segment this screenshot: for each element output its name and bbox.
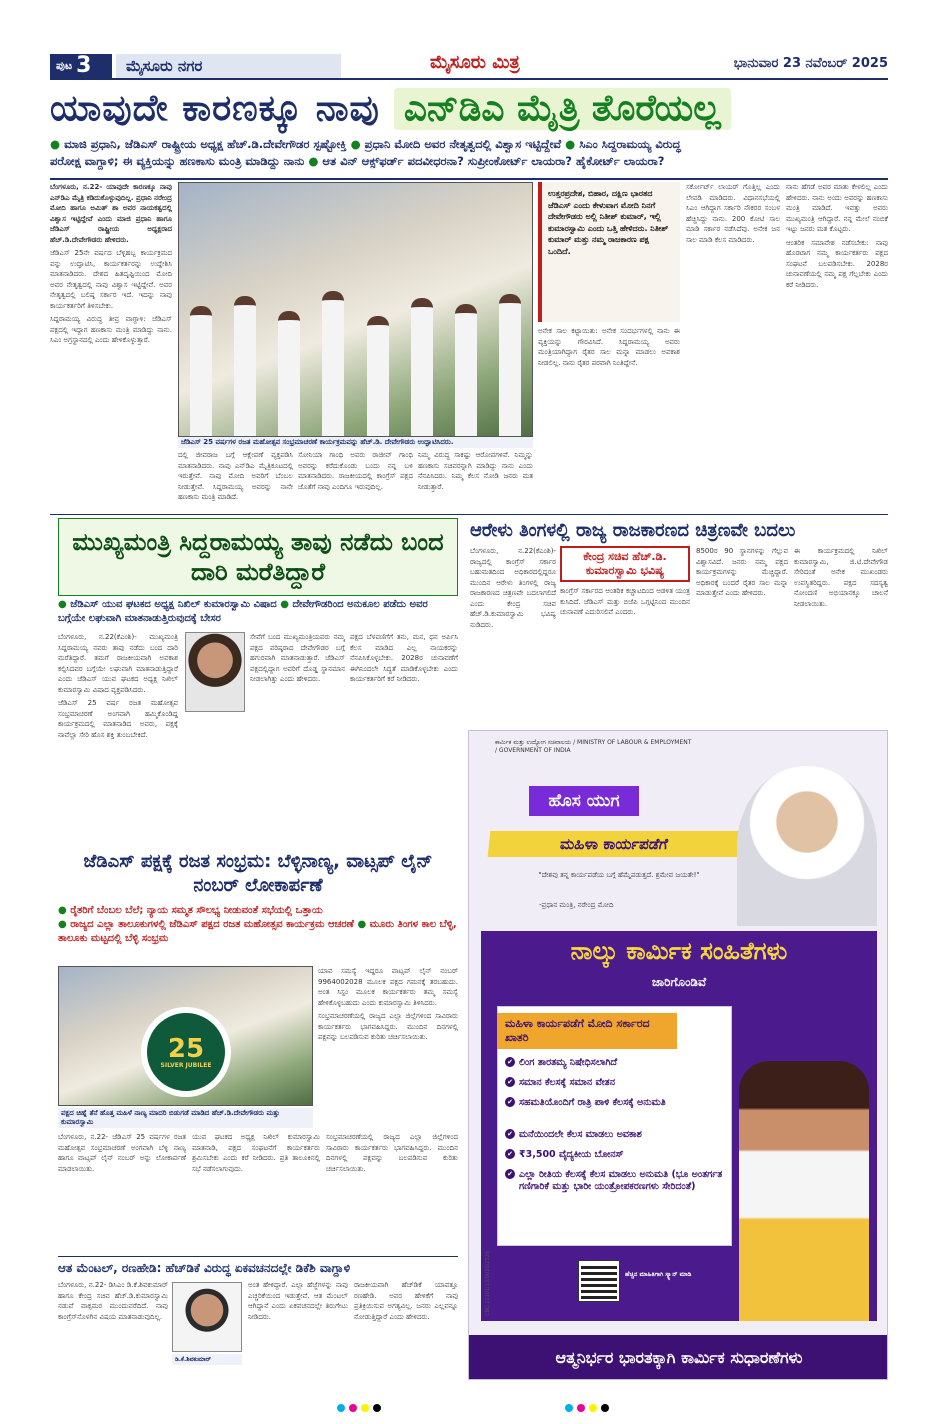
- dks-headline: ಆತ ಮೆಂಟಲ್, ರಣಹೇಡಿ: ಹೆಚ್‌ಡಿಕೆ ವಿರುದ್ಧ ಏಕವಚನದಲ್ಲೇ ಡಿಕೆಶಿ ವಾಗ್ದಾಳಿ: [58, 1261, 351, 1275]
- lead-photo-people: [179, 284, 532, 436]
- politics-headline: ಆರೇಳು ತಿಂಗಳಲ್ಲಿ ರಾಜ್ಯ ರಾಜಕಾರಣದ ಚಿತ್ರಣವೇ ಬದಲು: [470, 520, 796, 541]
- ad-benefit-1: ✔ ಲಿಂಗ ತಾರತಮ್ಯ ನಿಷೇಧಿಸಲಾಗಿದೆ: [505, 1057, 730, 1069]
- divider: [58, 1256, 458, 1257]
- ad-code: CBC 21101/13/0020/2526: [485, 1251, 491, 1316]
- ad-benefit-4: ✔ ಮನೆಯಿಂದಲೇ ಕೆಲಸ ಮಾಡಲು ಅವಕಾಶ: [505, 1129, 730, 1141]
- lead-col1-p3: ಸಿದ್ದರಾಮಯ್ಯ ವಿರುದ್ಧ ತೀವ್ರ ವಾಗ್ದಾಳಿ: ಜೆಡಿಎಸ್ ಪಕ್ಷದಲ್ಲಿ ಇದ್ದಾಗ ಹಣಕಾಸು ಮಂತ್ರಿ ಮಾಡಿದ್ದು ನಾನು. ಸಿಎಂ ಅಗ್ರಸ್ಥಾನದಲ್ಲಿ ಎಂದು ಹೇಳಿಕೊಳ್ಳುತ್ತಾರೆ.: [50, 315, 172, 344]
- ad-card-head: ಮಹಿಳಾ ಕಾರ್ಯಪಡೆಗೆ ಮೋದಿ ಸರ್ಕಾರದ ಖಾತರಿ: [497, 1013, 677, 1049]
- ad-benefit-2: ✔ ಸಮಾನ ಕೆಲಸಕ್ಕೆ ಸಮಾನ ವೇತನ: [505, 1077, 730, 1089]
- jds-col-right: [318, 966, 458, 1126]
- ad-ministry: ಕಾರ್ಮಿಕ ಮತ್ತು ಉದ್ಯೋಗ ಸಚಿವಾಲಯ / MINISTRY OF LABOUR & EMPLOYMENT / GOVERNMENT OF INDIA: [495, 739, 692, 754]
- ad-codes-title: ನಾಲ್ಕು ಕಾರ್ಮಿಕ ಸಂಹಿತೆಗಳು: [570, 937, 788, 965]
- lead-bullet-2: ಪ್ರಧಾನಿ ಮೋದಿ ಅವರ ನೇತೃತ್ವದಲ್ಲಿ ವಿಶ್ವಾಸ ಇಟ್ಟಿದ್ದೇವೆ: [364, 137, 562, 151]
- cm-bullet-2: ದೇವೇಗೌಡರಿಂದ ಅನುಕೂಲ ಪಡೆದು ಅವರ ಬಗ್ಗೆಯೇ ಲಘುವಾಗಿ ಮಾತನಾಡುತ್ತಿರುವುದಕ್ಕೆ ಬೇಸರ: [58, 599, 428, 624]
- dks-col-2: ಅಂತ ಹೇಳಿದ್ದಾರೆ. ಎಲ್ಲಾ ಹೆಜ್ಜೆಗಳನ್ನು ನಾವು ಎಚ್ಚರಿಕೆಯಿಂದ ಇಡುತ್ತೇವೆ. ಆತ ಮೆಂಟಲ್ ಆಗಿದ್ದಾನೆ ಎಂದು ಏಕವಚನದಲ್ಲೇ ತಿರುಗೇಟು ನೀಡಿದರು.: [248, 1281, 348, 1321]
- nikhil-photo: [185, 632, 245, 712]
- cm-body-2: ಜೆಡಿಎಸ್ 25 ವರ್ಷ ರಜತ ಮಹೋತ್ಸವ ಸಂಭ್ರಮಾಚರಣೆ ಅಂಗವಾಗಿ ಹಮ್ಮಿಕೊಂಡಿದ್ದ ಕಾರ್ಯಕ್ರಮದಲ್ಲಿ ಮಾತನಾಡಿದ ಅವರು, ಪಕ್ಷಕ್ಕೆ ನಾವೆಲ್ಲಾ ಸೇರಿ ಹೊಸ ಶಕ್ತಿ ತುಂಬಬೇಕಿದೆ.: [58, 699, 178, 739]
- ad-quote: "ದೇಶವು ತನ್ನ ಕಾರ್ಯಪಡೆಯ ಬಗ್ಗೆ ಹೆಮ್ಮೆಪಡುತ್ತದೆ. ಶ್ರಮೇವ ಜಯತೇ!": [538, 871, 700, 879]
- politics-red-box: ಕೇಂದ್ರ ಸಚಿವ ಹೆಚ್.ಡಿ. ಕುಮಾರಸ್ವಾಮಿ ಭವಿಷ್ಯ: [560, 546, 690, 582]
- lead-column-far: [786, 182, 888, 512]
- lead-mid-col-2: ಸೋನಿಯಾ ಗಾಂಧಿ ಅವರು ರಾಜೀವ್ ಗಾಂಧಿ ಅವರನ್ನು ಕರೆದುಕೊಂಡು ಬಂದು ನನ್ನ ಬಳಿ ಮಾತನಾಡಿದರು. ರಾಜಕೀಯದಲ್ಲಿ ಕಾಂಗ್ರೆಸ್ ಪಕ್ಷದ ಜೊತೆಗೆ ನಾವು ಎಂದಿಗೂ ಇರುವುದಿಲ್ಲ.: [298, 451, 413, 491]
- ad-benefit-3: ✔ ಸಹಮತಿಯೊಂದಿಗೆ ರಾತ್ರಿ ಪಾಳಿ ಕೆಲಸಕ್ಕೆ ಅನುಮತಿ: [505, 1097, 730, 1109]
- lead-bullet-3: ಸಿಎಂ ಸಿದ್ದರಾಮಯ್ಯ ವಿರುದ್ಧ: [579, 137, 681, 151]
- page-label: ಪುಟ: [56, 59, 73, 72]
- jds-photo: [58, 966, 313, 1106]
- lead-bullets: ● ಮಾಜಿ ಪ್ರಧಾನಿ, ಜೆಡಿಎಸ್ ರಾಷ್ಟ್ರೀಯ ಅಧ್ಯಕ್ಷ ಹೆಚ್.ಡಿ.ದೇವೇಗೌಡರ ಸ್ಪಷ್ಟೋಕ್ತಿ ● ಪ್ರಧಾನಿ ಮೋದಿ ಅವರ ನೇತೃತ್ವದಲ್ಲಿ ವಿಶ್ವಾಸ ಇಟ್ಟಿದ್ದೇವೆ ● ಸಿಎಂ ಸಿದ್ದರಾಮಯ್ಯ ವಿರುದ್ಧ ಪರೋಕ್ಷ ವಾಗ್ದಾಳಿ; ಈ ವ್ಯಕ್ತಿಯನ್ನು ಹಣಕಾಸು ಮಂತ್ರಿ ಮಾಡಿದ್ದು ನಾನು ● ಆತ ವಿನ್ ಆಕ್ಸ್‌ಫರ್ಡ್ ಪದವೀಧರನಾ? ಸುಪ್ರೀಂಕೋರ್ಟ್ ಲಾಯರಾ? ಹೈಕೋರ್ಟ್ ಲಾಯರಾ?: [50, 137, 681, 168]
- cm-col-3: ಪಕ್ಷದ ಬೆಳವಣಿಗೆಗೆ ತನು, ಮನ, ಧನ ಅರ್ಪಿಸಿ ಕೆಲಸ ಮಾಡಿದ ಎಲ್ಲ ನಾಯಕರನ್ನು ನೆನಪಿಸಿಕೊಳ್ಳಬೇಕು. 2028ರ ಚುನಾವಣೆಗೆ ಈಗಿನಿಂದಲೇ ಸಿದ್ಧತೆ ಮಾಡಿಕೊಳ್ಳಬೇಕು ಎಂದು ಕಾರ್ಯಕರ್ತರಿಗೆ ಕರೆ ನೀಡಿದರು.: [350, 633, 458, 683]
- ad-footer: ಆತ್ಮನಿರ್ಭರ ಭಾರತಕ್ಕಾಗಿ ಕಾರ್ಮಿಕ ಸುಧಾರಣೆಗಳು: [469, 1335, 888, 1380]
- page-number: 3: [76, 53, 92, 78]
- lead-photo: [178, 182, 533, 437]
- lead-col1-p2: ಜೆಡಿಎಸ್ 25ನೇ ವರ್ಷದ ಬೆಳ್ಳಿಹಬ್ಬ ಕಾರ್ಯಕ್ರಮದ ವನ್ನು ಉದ್ಘಾಟಿಸಿ, ಕಾರ್ಯಕರ್ತರನ್ನು ಉದ್ದೇಶಿಸಿ ಮಾತನಾಡಿದರು. ದೇಶದ ಹಿತದೃಷ್ಟಿಯಿಂದ ಮೋದಿ ಅವರ ನೇತೃತ್ವದಲ್ಲಿ ನಾವು ವಿಶ್ವಾಸ ಇಟ್ಟಿದ್ದೇವೆ. ಅವರ ನೇತೃತ್ವದಲ್ಲಿ ಬಲಿಷ್ಠ ಸರ್ಕಾರ ಇದೆ. ಇದನ್ನು ನಾವು ಕಾರ್ಯಕರ್ತರಿಗೆ ತಿಳಿಸಬೇಕು.: [50, 249, 172, 310]
- jds-bullet-1: ರೈತರಿಗೆ ಬೆಂಬಲ ಬೆಲೆ; ನ್ಯಾಯ ಸಮ್ಮತ ಸೌಲಭ್ಯ ನೀಡುವಂತೆ ಸಭೆಯಲ್ಲಿ ಒತ್ತಾಯ: [70, 905, 323, 916]
- ad-qr-label: ಹೆಚ್ಚಿನ ಮಾಹಿತಿಗಾಗಿ ಸ್ಕ್ಯಾನ್ ಮಾಡಿ: [625, 1271, 692, 1278]
- ad-portrait: [737, 766, 877, 926]
- cm-col-2: ಸೇವೆಗೆ ಬಂದ ಮುಖ್ಯಮಂತ್ರಿಯವರು ನಮ್ಮ ಪಕ್ಷದ ವರಿಷ್ಠರಾದ ದೇವೇಗೌಡರ ಬಗ್ಗೆ ಹಗುರವಾಗಿ ಮಾತನಾಡುತ್ತಾರೆ. ಜೆಡಿಎಸ್ ಪಕ್ಷದಲ್ಲಿದ್ದಾಗ ಅವರಿಗೆ ದೊಡ್ಡ ಸ್ಥಾನಮಾನ ನೀಡಲಾಗಿತ್ತು ಎಂದು ಹೇಳಿದರು.: [250, 633, 345, 683]
- coin-number: 25: [167, 1033, 205, 1064]
- jds-bullets: ● ರೈತರಿಗೆ ಬೆಂಬಲ ಬೆಲೆ; ನ್ಯಾಯ ಸಮ್ಮತ ಸೌಲಭ್ಯ ನೀಡುವಂತೆ ಸಭೆಯಲ್ಲಿ ಒತ್ತಾಯ ● ರಾಜ್ಯದ ಎಲ್ಲಾ ತಾಲೂಕುಗಳಲ್ಲಿ ಜೆಡಿಎಸ್ ಪಕ್ಷದ ರಜತ ಮಹೋತ್ಸವ ಕಾರ್ಯಕ್ರಮ ಆಚರಣೆ ● ಮೂರು ತಿಂಗಳ ಕಾಲ ಬೆಳ್ಳಿ, ತಾಲೂಕು ಮಟ್ಟದಲ್ಲಿ ಬೆಳ್ಳಿ ಸಂಭ್ರಮ: [58, 905, 457, 944]
- jds-body-2: ಯಾವ ಸಮಸ್ಯೆ ಇದ್ದರೂ ವಾಟ್ಸಪ್ ಲೈನ್ ನಂಬರ್ 9964002028 ಮೂಲಕ ಪಕ್ಷದ ಗಮನಕ್ಕೆ ತರಬಹುದು. ಅಂತ ಸಿಸ್ಟಂ ಮೂಲಕ ಕಾರ್ಯಕರ್ತರು ತಮ್ಮ ಸಮಸ್ಯೆ ಹೇಳಿಕೊಳ್ಳಬಹುದು ಎಂದು ಕುಮಾರಸ್ವಾಮಿ ತಿಳಿಸಿದರು.: [318, 967, 458, 1007]
- ad-qr-code[interactable]: [579, 1261, 619, 1301]
- ad-quote-author: -ಪ್ರಧಾನ ಮಂತ್ರಿ, ನರೇಂದ್ರ ಮೋದಿ: [539, 901, 614, 909]
- jds-col-1: ಬೆಂಗಳೂರು, ನ.22- ಜೆಡಿಎಸ್ 25 ವರ್ಷಗಳ ರಜತ ಮಹೋತ್ಸವ ಸಂಭ್ರಮಾಚರಣೆ ಅಂಗವಾಗಿ ಬೆಳ್ಳಿ ನಾಣ್ಯ ಹಾಗೂ ವಾಟ್ಸಪ್ ಲೈನ್ ನಂಬರ್ ಅನ್ನು ಲೋಕಾರ್ಪಣೆ ಮಾಡಲಾಯಿತು.: [58, 1133, 186, 1173]
- lead-quote: ಉತ್ತರಪ್ರದೇಶ, ಬಿಹಾರ, ದಕ್ಷಿಣ ಭಾರತದ ಜೆಡಿಎಸ್ ಎಂದು ಕೇಳುವಾಗ ಮೋದಿ ನಿನಗೆ ದೇವೇಗೌಡರು ಅಲ್ಲಿ ನಿತೀಶ್ ಕುಮಾರ್, ಇಲ್ಲಿ ಕುಮಾರಸ್ವಾಮಿ ಎಂದು ಒತ್ತಿ ಹೇಳಿದರು. ನಿತೀಶ್ ಕುಮಾರ್ ಮತ್ತು ನಮ್ಮ ರಾಜಕಾರಣ ಪಕ್ಷ ಒಂದಿದೆ.: [538, 182, 680, 322]
- lead-headline-part-a: ಯಾವುದೇ ಕಾರಣಕ್ಕೂ ನಾವು: [50, 88, 380, 129]
- lead-far-p1: ನಾನು ಹೆಗಡೆ ಅವರ ಮಾತು ಕೇಳಲಿಲ್ಲ ಎಂದು ಹೇಳಿದರು. ನಾನು ಅಂದು ಅವರನ್ನು ಹಣಕಾಸು ಮಂತ್ರಿ ಮಾಡಿದೆ. ಇವತ್ತು ಅವರು ಮುಖ್ಯಮಂತ್ರಿ ಆಗಿದ್ದಾರೆ. ನನ್ನ ಮೇಲೆ ನಂಬಿಕೆ ಇಟ್ಟು ಜನರು ಮತ ಕೊಟ್ಟರು.: [786, 183, 888, 233]
- ad-benefit-5: ✔ ₹3,500 ವೈದ್ಯಕೀಯ ಬೋನಸ್: [505, 1149, 730, 1161]
- cm-story-bullets: ● ಜೆಡಿಎಸ್ ಯುವ ಘಟಕದ ಅಧ್ಯಕ್ಷ ನಿಖಿಲ್ ಕುಮಾರಸ್ವಾಮಿ ವಿಷಾದ ● ದೇವೇಗೌಡರಿಂದ ಅನುಕೂಲ ಪಡೆದು ಅವರ ಬಗ್ಗೆಯೇ ಲಘುವಾಗಿ ಮಾತನಾಡುತ್ತಿರುವುದಕ್ಕೆ ಬೇಸರ: [58, 599, 428, 624]
- lead-col1-p1: ಬೆಂಗಳೂರು, ನ.22- ಯಾವುದೇ ಕಾರಣಕ್ಕೂ ನಾವು ಎನ್‌ಡಿಎ ಮೈತ್ರಿ ಕಡಿದುಕೊಳ್ಳುವುದಿಲ್ಲ. ಪ್ರಧಾನಿ ನರೇಂದ್ರ ಮೋದಿ ಹಾಗೂ ಅಮಿತ್ ಶಾ ಅವರ ನಾಯಕತ್ವದಲ್ಲಿ ವಿಶ್ವಾಸ ಇಟ್ಟಿದ್ದೇವೆ ಎಂದು ಮಾಜಿ ಪ್ರಧಾನಿ ಹಾಗೂ ಜೆಡಿಎಸ್ ರಾಷ್ಟ್ರೀಯ ಅಧ್ಯಕ್ಷರಾದ ಹೆಚ್.ಡಿ.ದೇವೇಗೌಡರು ಹೇಳಿದರು.: [50, 183, 172, 244]
- cm-body-1: ಬೆಂಗಳೂರು, ನ.22(ಕೆಎಂಶಿ)- ಮುಖ್ಯಮಂತ್ರಿ ಸಿದ್ದರಾಮಯ್ಯ ನವರು ತಾವು ನಡೆದು ಬಂದ ದಾರಿ ಮರೆತಿದ್ದಾರೆ. ತಮಗೆ ರಾಜಕೀಯವಾಗಿ ಅವಕಾಶ ಕಲ್ಪಿಸಿದವರ ಬಗ್ಗೆಯೇ ಲಘುವಾಗಿ ಮಾತನಾಡುತ್ತಿದ್ದಾರೆ ಎಂದು ಜೆಡಿಎಸ್ ಯುವ ಘಟಕದ ಅಧ್ಯಕ್ಷ ನಿಖಿಲ್ ಕುಮಾರಸ್ವಾಮಿ ವಿಷಾದ ವ್ಯಕ್ತಪಡಿಸಿದರು.: [58, 633, 178, 694]
- divider: [50, 514, 888, 515]
- coin-text: SILVER JUBILEE: [160, 1061, 212, 1069]
- ad-benefit-6: ✔ ಎಲ್ಲಾ ರೀತಿಯ ಕೆಲಸಕ್ಕೆ ಕೆಲಸ ಮಾಡಲು ಅನುಮತಿ (ಭೂ ಅಂತರ್ಗತ ಗಣಿಗಾರಿಕೆ ಮತ್ತು ಭಾರೀ ಯಂತ್ರೋಪಕರಣಗಳು ಸೇರಿದಂತೆ): [505, 1169, 730, 1193]
- lead-mid-col-1: ದಲ್ಲಿ ಜೀವರಾಜ ಬಗ್ಗೆ ಆಕ್ಷೇಪಣೆ ವ್ಯಕ್ತಪಡಿಸಿ ಮಾತನಾಡಿದರು. ನಾವು ಎನ್‌ಡಿಎ ಮೈತ್ರಿಕೂಟದಲ್ಲಿ ಇರುತ್ತೇವೆ. ನಾವು ಮೋದಿ ಅವರಿಗೆ ಬೆಂಬಲ ನೀಡುತ್ತೇವೆ. ಸಿದ್ದರಾಮಯ್ಯ ಅವರನ್ನು ನಾನೇ ಹಣಕಾಸು ಮಂತ್ರಿ ಮಾಡಿದೆ.: [178, 451, 293, 501]
- lead-far-p2: ಆಂತರಿಕ ಸಮಾವೇಶ ನಡೆಸಬೇಕು: ನಾವು ಹೊರಟಾಗ ನಮ್ಮ ಕಾರ್ಯಕರ್ತರು ಪಕ್ಷದ ಸಂಘಟನೆ ಬಲಪಡಿಸಬೇಕು. 2028ರ ಚುನಾವಣೆಯಲ್ಲಿ ನಮ್ಮ ಪಕ್ಷ ಗೆಲ್ಲಬೇಕು ಎಂದು ಕರೆ ನೀಡಿದರು.: [786, 238, 888, 289]
- lead-bullet-1: ಮಾಜಿ ಪ್ರಧಾನಿ, ಜೆಡಿಎಸ್ ರಾಷ್ಟ್ರೀಯ ಅಧ್ಯಕ್ಷ ಹೆಚ್.ಡಿ.ದೇವೇಗೌಡರ ಸ್ಪಷ್ಟೋಕ್ತಿ: [64, 137, 347, 151]
- jds-body-4: ಸಂಭ್ರಮಾಚರಣೆಯಲ್ಲಿ ರಾಜ್ಯದ ಎಲ್ಲಾ ಜಿಲ್ಲೆಗಳಿಂದ ಸಾವಿರಾರು ಕಾರ್ಯಕರ್ತರು ಭಾಗವಹಿಸಿದ್ದರು. ಮುಂದಿನ ದಿನಗಳಲ್ಲಿ ಪಕ್ಷವನ್ನು ಬಲಪಡಿಸುವ ಕುರಿತು ಚರ್ಚಿಸಲಾಯಿತು.: [318, 1012, 458, 1041]
- newspaper-brand: ಮೈಸೂರು ಮಿತ್ರ: [430, 52, 520, 73]
- politics-col-3: 8500ರ 90 ಸ್ಥಾನಗಳನ್ನು ಗೆಲ್ಲುವ ವಿಶ್ವಾಸವಿದೆ. ಜನರು ನಮ್ಮ ಪಕ್ಷದ ಕಾರ್ಯಕ್ರಮಗಳನ್ನು ಮೆಚ್ಚಿದ್ದಾರೆ. ಅಧಿಕಾರಕ್ಕೆ ಬಂದರೆ ರೈತರ ಸಾಲ ಮನ್ನಾ ಮಾಡುತ್ತೇವೆ ಎಂದು ಹೇಳಿದರು.: [696, 547, 788, 597]
- lead-headline: [50, 84, 888, 134]
- dks-photo-caption: ಡಿ.ಕೆ.ಶಿವಕುಮಾರ್: [172, 1354, 242, 1365]
- ad-women-workforce: ಮಹಿಳಾ ಕಾರ್ಯಪಡೆಗೆ: [488, 831, 741, 857]
- jds-bullet-2: ರಾಜ್ಯದ ಎಲ್ಲಾ ತಾಲೂಕುಗಳಲ್ಲಿ ಜೆಡಿಎಸ್ ಪಕ್ಷದ ರಜತ ಮಹೋತ್ಸವ ಕಾರ್ಯಕ್ರಮ ಆಚರಣೆ: [70, 919, 354, 930]
- dateline: ಭಾನುವಾರ 23 ನವೆಂಬರ್ 2025: [733, 56, 888, 71]
- jds-col-2: ಯುವ ಘಟಕದ ಅಧ್ಯಕ್ಷ ನಿಖಿಲ್ ಕುಮಾರಸ್ವಾಮಿ ಮಾತನಾಡಿ, ಪಕ್ಷದ ಸಂಘಟನೆಗೆ ಕಾರ್ಯಕರ್ತರು ಶ್ರಮಿಸಬೇಕು ಎಂದು ಕರೆ ನೀಡಿದರು. ಪ್ರತಿ ತಾಲೂಕಿನಲ್ಲಿ ಸಭೆ ನಡೆಸಲಾಗುವುದು.: [192, 1133, 320, 1173]
- labour-codes-advertisement[interactable]: [468, 730, 888, 1380]
- politics-col-1: ಬೆಂಗಳೂರು, ನ.22(ಕೆಎಂಶಿ)- ರಾಜ್ಯದಲ್ಲಿ ಕಾಂಗ್ರೆಸ್ ಸರ್ಕಾರ ಬಹುಮತದಿಂದ ಅಧಿಕಾರದಲ್ಲಿದ್ದರೂ ಮುಂದಿನ ಆರೇಳು ತಿಂಗಳಲ್ಲಿ ರಾಜ್ಯ ರಾಜಕಾರಣದ ಚಿತ್ರಣವೇ ಬದಲಾಗಲಿದೆ ಎಂದು ಕೇಂದ್ರ ಸಚಿವ ಹೆಚ್.ಡಿ.ಕುಮಾರಸ್ವಾಮಿ ಭವಿಷ್ಯ ನುಡಿದರು.: [470, 547, 556, 629]
- ad-codes-subtitle: ಜಾರಿಗೊಂಡಿವೆ: [651, 975, 707, 989]
- dks-col-3: ರಾಜಕೀಯವಾಗಿ ಹೆಚ್‌ಡಿಕೆ ಯಾವತ್ತೂ ರಣಹೇಡಿ. ಅವರ ಹೇಳಿಕೆಗೆ ನಾವು ಪ್ರತಿಕ್ರಿಯಿಸುವ ಅಗತ್ಯವಿಲ್ಲ. ಜನರು ಎಲ್ಲವನ್ನೂ ನೋಡುತ್ತಿದ್ದಾರೆ ಎಂದು ಹೇಳಿದರು.: [354, 1281, 458, 1321]
- lead-right-p2: ಅನೇಕ ಸಾಲ ಕಟ್ಟಾಯಿತು: ಅನೇಕ ಸಂದರ್ಭಗಳಲ್ಲಿ ನಾನು ಈ ವ್ಯಕ್ತಿಯನ್ನು ಗೌರವಿಸಿದೆ. ಸಿದ್ದರಾಮಯ್ಯ ಅವರು ಮಂತ್ರಿಯಾಗಿದ್ದಾಗ ರೈತರ ಸಾಲ ಮನ್ನಾ ಮಾಡಲು ಅವಕಾಶ ನೀಡಲಿಲ್ಲ. ನಾನು ರೈತರ ಪರವಾಗಿ ನಿಂತಿದ್ದೇನೆ.: [538, 327, 680, 367]
- dks-photo: [172, 1282, 242, 1352]
- masthead: [50, 50, 888, 80]
- politics-col-4: ಈ ಕಾರ್ಯಕ್ರಮದಲ್ಲಿ ನಿಖಿಲ್ ಕುಮಾರಸ್ವಾಮಿ, ಜಿ.ಟಿ.ದೇವೇಗೌಡ ಸೇರಿದಂತೆ ಅನೇಕ ಮುಖಂಡರು ಉಪಸ್ಥಿತರಿದ್ದರು. ಪಕ್ಷದ ಸದಸ್ಯತ್ವ ನೋಂದಣಿ ಅಭಿಯಾನಕ್ಕೂ ಚಾಲನೆ ನೀಡಲಾಯಿತು.: [794, 547, 888, 608]
- ad-women-image: [739, 1061, 869, 1321]
- divider: [50, 178, 888, 180]
- lead-column-right-a: [538, 326, 680, 512]
- silver-coin: [141, 1007, 231, 1097]
- lead-right-p1: ಸರ್ಕೋರ್ಟ್ ಲಾಯರ್ ಗೊತ್ತಿಲ್ಲ ಎಂದು ಲೇವಡಿ ಮಾಡಿದರು. ವಿಧಾನಸಭೆಯಲ್ಲಿ ಸಿಎಂ ಆಗಿದ್ದಾಗ ಸರ್ಕಾರಿ ನೌಕರರ ಸಂಬಳ ಹೆಚ್ಚಿಸಿದ್ದು ನಾನು. 200 ಕೋಟಿ ಸಾಲ ಮಾಡಿ ಸರ್ಕಾರ ನಡೆಸಿದೆವು. ಅನೇಕ ಜನ ಸಾಲ ಮಾಡಿ ಕೆಲಸ ಮಾಡಿದರು.: [686, 183, 780, 244]
- jds-col-3: ಸಂಭ್ರಮಾಚರಣೆಯಲ್ಲಿ ರಾಜ್ಯದ ಎಲ್ಲಾ ಜಿಲ್ಲೆಗಳಿಂದ ಸಾವಿರಾರು ಕಾರ್ಯಕರ್ತರು ಭಾಗವಹಿಸಿದ್ದರು. ಮುಂದಿನ ದಿನಗಳಲ್ಲಿ ಪಕ್ಷವನ್ನು ಬಲಪಡಿಸುವ ಕುರಿತು ಚರ್ಚಿಸಲಾಯಿತು.: [326, 1133, 458, 1173]
- lead-bullet-4: ಆತ ವಿನ್ ಆಕ್ಸ್‌ಫರ್ಡ್ ಪದವೀಧರನಾ? ಸುಪ್ರೀಂಕೋರ್ಟ್ ಲಾಯರಾ? ಹೈಕೋರ್ಟ್ ಲಾಯರಾ?: [322, 154, 665, 168]
- page-number-badge: [50, 54, 112, 78]
- jds-photo-caption: ಪಕ್ಷದ ಚಿಹ್ನೆ ತೆನೆ ಹೊತ್ತ ಮಹಿಳೆ ನಾಣ್ಯ ಮಾದರಿ ಬಿಡುಗಡೆ ಮಾಡಿದ ಹೆಚ್.ಡಿ.ದೇವೇಗೌಡರು ಮತ್ತು ಕುಮಾರಸ್ವಾಮಿ: [58, 1108, 313, 1128]
- lead-column-right-b: [686, 182, 780, 512]
- lead-photo-caption: ಜೆಡಿಎಸ್ 25 ವರ್ಷಗಳ ರಜತ ಮಹೋತ್ಸವ ಸಂಭ್ರಮಾಚರಣೆ ಕಾರ್ಯಕ್ರಮವನ್ನು ಹೆಚ್.ಡಿ. ದೇವೇಗೌಡರು ಉದ್ಘಾಟಿಸಿದರು.: [178, 437, 533, 448]
- cm-col-1: [58, 632, 178, 842]
- section-name: ಮೈಸೂರು ನಗರ: [116, 54, 341, 78]
- lead-bullet-3b: ಪರೋಕ್ಷ ವಾಗ್ದಾಳಿ; ಈ ವ್ಯಕ್ತಿಯನ್ನು ಹಣಕಾಸು ಮಂತ್ರಿ ಮಾಡಿದ್ದು ನಾನು: [50, 154, 305, 168]
- lead-headline-part-b: ಎನ್‌ಡಿಎ ಮೈತ್ರಿ ತೊರೆಯಲ್ಲ: [394, 88, 731, 130]
- cm-story-headline: ಮುಖ್ಯಮಂತ್ರಿ ಸಿದ್ದರಾಮಯ್ಯ ತಾವು ನಡೆದು ಬಂದ ದಾರಿ ಮರೆತಿದ್ದಾರೆ: [58, 518, 458, 596]
- lead-column-1: [50, 182, 172, 512]
- jds-headline: ಜೆಡಿಎಸ್ ಪಕ್ಷಕ್ಕೆ ರಜತ ಸಂಭ್ರಮ: ಬೆಳ್ಳಿನಾಣ್ಯ, ವಾಟ್ಸಪ್ ಲೈನ್ ನಂಬರ್ ಲೋಕಾರ್ಪಣೆ: [83, 851, 433, 896]
- cm-bullet-1: ಜೆಡಿಎಸ್ ಯುವ ಘಟಕದ ಅಧ್ಯಕ್ಷ ನಿಖಿಲ್ ಕುಮಾರಸ್ವಾಮಿ ವಿಷಾದ: [70, 599, 277, 610]
- ad-new-era: ಹೊಸ ಯುಗ: [529, 786, 639, 816]
- lead-mid-col-3: ನಿಮ್ಮ ವಿರುದ್ಧ ಸಾಕಷ್ಟು ಆರೋಪಗಳಿವೆ. ನಿಮ್ಮನ್ನು ಹಣಕಾಸು ಸಚಿವರನ್ನಾಗಿ ಮಾಡಿದ್ದು ನಾನು ಎಂದು ನೆನಪಿಸಿದರು. ನಿಮ್ಮ ಕೆಲಸ ನೋಡಿ ಜನರು ಮತ ನೀಡುತ್ತಾರೆ.: [418, 451, 533, 491]
- politics-col-2: ಕಾಂಗ್ರೆಸ್ ಸರ್ಕಾರದ ಆಂತರಿಕ ಕಚ್ಚಾಟದಿಂದ ಆಡಳಿತ ಯಂತ್ರ ಕುಸಿದಿದೆ. ಜೆಡಿಎಸ್ ಮತ್ತು ಬಿಜೆಪಿ ಒಗ್ಗಟ್ಟಿನಿಂದ ಮುಂದಿನ ಚುನಾವಣೆ ಎದುರಿಸಲಿವೆ ಎಂದರು.: [560, 587, 690, 616]
- print-registration-marks: [0, 1397, 945, 1416]
- dks-col-1: ಬೆಂಗಳೂರು, ನ.22- ಡಿಸಿಎಂ ಡಿ.ಕೆ.ಶಿವಕುಮಾರ್ ಹಾಗೂ ಕೇಂದ್ರ ಸಚಿವ ಹೆಚ್.ಡಿ.ಕುಮಾರಸ್ವಾಮಿ ನಡುವೆ ವಾಕ್ಸಮರ ಮುಂದುವರೆದಿದೆ. ನಾವು ಕಾಂಗ್ರೆಸ್‌ನೊಳಗಿನ ವಿಷಯ ಮಾತನಾಡುವುದಿಲ್ಲ.: [58, 1281, 168, 1321]
- jds-bullet-3: ಮೂರು ತಿಂಗಳ ಕಾಲ ಬೆಳ್ಳಿ, ತಾಲೂಕು ಮಟ್ಟದಲ್ಲಿ ಬೆಳ್ಳಿ ಸಂಭ್ರಮ: [58, 919, 457, 944]
